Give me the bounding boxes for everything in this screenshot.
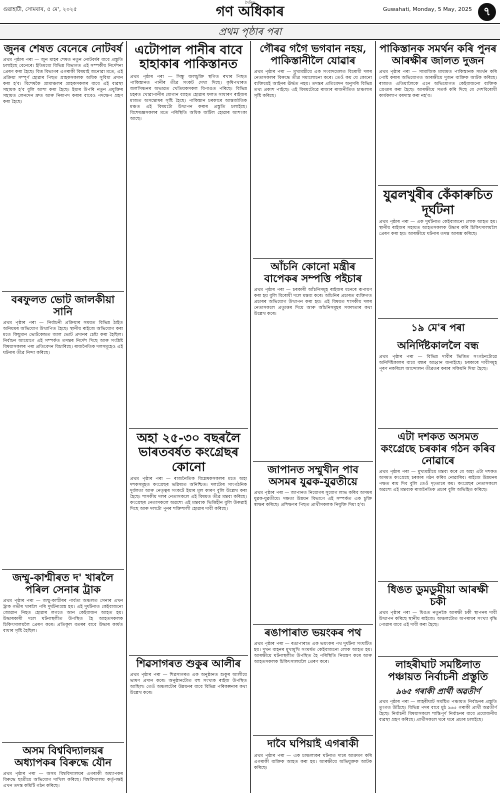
masthead: [0, 0, 500, 24]
logo-prefix: দৈনিক: [244, 0, 256, 5]
story-body: প্ৰথম পৃষ্ঠাৰ পৰা — নিৰ্বাচনী প্ৰক্ৰিয়াৰ সময়ত বিভিন্ন ঠাইত অনিয়মৰ অভিযোগ উত্থাপিত হৈছে। স্থানীয় ৰাইজে অভিযোগ কৰা মতে কিছুমান ভোটকেন্দ্ৰত জাল ভোট প্ৰদানৰ চেষ্টা কৰা হৈছিল। নিৰ্বাচন আয়োগে এই সম্পৰ্কত তদন্তৰ নিৰ্দেশ দিছে আৰু সংশ্লিষ্ট বিষয়াসকলৰ পৰা প্ৰতিবেদন বিচাৰিছে। ৰাজনৈতিক দলসমূহেও এই ঘটনাৰ তীব্ৰ নিন্দা কৰিছে।: [3, 321, 123, 357]
column-4: [376, 41, 500, 753]
news-story: [0, 745, 126, 802]
story-body: প্ৰথম পৃষ্ঠাৰ পৰা — ৰঙাপাৰাত এক ভয়ংকৰ পথ দুৰ্ঘটনা সংঘটিত হয়। দুখন বাহনৰ মুখামুখি সংঘৰ্ষত কেইবাজনো লোক আহত হয়। আৰক্ষীয়ে ঘটনাস্থলীত উপস্থিত হৈ পৰিস্থিতি নিয়ন্ত্ৰণ কৰে আৰু আহতসকলক চিকিৎসালয়লৈ প্ৰেৰণ কৰে।: [254, 642, 372, 666]
story-headline: জাপানত সম্মুখীন পাব অসমৰ যুৱক-যুৱতীয়ে: [267, 464, 359, 489]
column-3: [251, 41, 375, 777]
story-body: প্ৰথম পৃষ্ঠাৰ পৰা — সিন্ধু জলচুক্তি স্থগিত ৰখাৰ পিছত পাকিস্তানত পানীৰ তীব্ৰ সংকট দেখা দিছে। কৃষিপথাৰত জলসিঞ্চনৰ অভাৱত খেতিয়কসকল বিপাঙত পৰিছে। বিভিন্ন চহৰত খোৱাপানীৰ যোগান ব্যাহত হোৱাৰ ফলত সাধাৰণ ৰাইজৰ মাজত অসন্তোষৰ সৃষ্টি হৈছে। পাকিস্তান চৰকাৰে আন্তৰ্জাতিক মঞ্চত এই বিষয়টো উত্থাপন কৰাৰ প্ৰস্তুতি চলাইছে। বিশেষজ্ঞসকলৰ মতে পৰিস্থিতি অধিক জটিল হোৱাৰ আশংকা আছে।: [130, 74, 247, 122]
story-body: প্ৰথম পৃষ্ঠাৰ পৰা — এক চাঞ্চল্যকৰ ঘটনাত দাৰে আক্ৰমণ কৰি এগৰাকী ব্যক্তিক আহত কৰা হয়। আৰক্ষীয়ে অভিযুক্তক আটক কৰিছে।: [254, 753, 372, 771]
logo-title: গণ অধিকাৰ: [215, 4, 285, 20]
story-headline: আঁচনি কোনো মন্ত্ৰীৰ বাপেকৰ সম্পত্তি পইচাৰ: [264, 261, 362, 286]
story-body: প্ৰথম পৃষ্ঠাৰ পৰা — জুন মাহৰ শেষত নতুন নোটবৰ্ষৰ বাবে প্ৰস্তুতি চলাইছে বেনেৰে। ইতিমধ্যে বিভিন্ন বিভাগত এই সম্পৰ্কীয় নিৰ্দেশনা প্ৰেৰণ কৰা হৈছে। বিত্ত বিভাগৰ এগৰাকী বিষয়াই জনোৱা মতে, এই প্ৰক্ৰিয়া সম্পূৰ্ণ হোৱাৰ পিছত গ্ৰাহকসকলক অধিক সুবিধা প্ৰদান কৰা হ'ব। বিশেষকৈ গ্ৰামাঞ্চলৰ গ্ৰাহকসকলৰ বাবে এই ব্যৱস্থা সহায়ক হ'ব বুলি আশা কৰা হৈছে। ইয়াৰ উপৰি নতুন প্ৰযুক্তিৰ সহায়ত লেনদেন দ্ৰুত আৰু নিৰাপদ কৰাৰ বাবেও পদক্ষেপ গ্ৰহণ কৰা হৈছে।: [3, 58, 123, 106]
story-body: প্ৰথম পৃষ্ঠাৰ পৰা — সামাজিক মাধ্যমত পাকিস্তানক সমৰ্থন কৰি পোষ্ট কৰাৰ অভিযোগত আৰক্ষীয়ে দুজন ব্যক্তিক আটক কৰিছে। ৰাজ্যত এতিয়ালৈকে এনে অভিযোগত কেইবাজনো ব্যক্তিক গ্ৰেপ্তাৰ কৰা হৈছে। আৰক্ষীয়ে সতৰ্ক কৰি দিছে যে দেশবিৰোধী কাৰ্যকলাপ বৰদাস্ত কৰা নহ'ব।: [379, 70, 497, 100]
story-headline: লাহৰীঘাট সমষ্টিলাত পঞ্চায়ত নিৰ্বাচনী প্ৰস্তুতি: [387, 659, 489, 684]
news-story: [127, 43, 250, 425]
story-body: প্ৰথম পৃষ্ঠাৰ পৰা — বিভিন্ন দাবীৰ ভিত্তিত সংগঠনটোৱে অনিৰ্দিষ্টকালৰ বাবে বন্ধৰ আহ্বান জনাইছে। চৰকাৰে দাবীসমূহ পূৰণ নকৰিলে আন্দোলন তীব্ৰতৰ কৰাৰ সকিয়নি দিয়া হৈছে।: [379, 354, 497, 372]
column-2: [127, 41, 250, 796]
news-story: [127, 658, 250, 793]
story-headline: অসম বিশ্ববিদ্যালয়ৰ অধ্যাপকৰ বিৰুদ্ধে যৌন: [14, 745, 112, 770]
story-headline: যুৱলখুৰীৰ কেঁকাৰুচিত দূৰ্ঘটনা: [383, 187, 493, 217]
story-headline: শিৱসাগৰত শুকুৰ আলীৰ: [136, 657, 241, 670]
story-headline: পাকিস্তানক সমৰ্থন কৰি পুনৰ আৰক্ষীৰ জালত দুজন: [379, 43, 497, 68]
story-headline: গৌৰৱ গগৈ ভগবান নহয়, পাকিস্তানীলৈ যোৱাৰ: [259, 43, 367, 68]
story-body: প্ৰথম পৃষ্ঠাৰ পৰা — জম্মু-কাশ্মীৰৰ পাৰ্বত্য অঞ্চলত সেনাৰ এখন ট্ৰাক গভীৰ খাৰলৈ পৰি দুৰ্ঘটনাগ্ৰস্ত হয়। এই দুৰ্ঘটনাত কেইবাজনো জোৱান নিহত হোৱাৰ লগতে আন কেইবাজন আহত হয়। উদ্ধাৰকাৰী দলে ঘটনাস্থলীত উপস্থিত হৈ আহতসকলক চিকিৎসালয়লৈ প্ৰেৰণ কৰে। প্ৰতিকূল বতৰৰ বাবে উদ্ধাৰ কাৰ্যত বাধাৰ সৃষ্টি হৈছিল।: [3, 599, 123, 635]
story-body: প্ৰথম পৃষ্ঠাৰ পৰা — লাহৰীঘাট সমষ্টিত পঞ্চায়ত নিৰ্বাচনৰ প্ৰস্তুতি তুংগত উঠিছে। বিভিন্ন পদৰ বাবে মুঠ ৯৬৫ গৰাকী প্ৰাৰ্থী অৱতীৰ্ণ হৈছে। নিৰ্বাচনী বিষয়াসকলে শান্তিপূৰ্ণ নিৰ্বাচনৰ বাবে প্ৰয়োজনীয় ব্যৱস্থা গ্ৰহণ কৰিছে। প্ৰাৰ্থীসকলে ঘৰে ঘৰে প্ৰচাৰ চলাইছে।: [379, 700, 497, 724]
story-body: প্ৰথম পৃষ্ঠাৰ পৰা — এক দুৰ্ঘটনাত কেইবাজনো লোক আহত হয়। স্থানীয় ৰাইজৰ সহায়ত আহতসকলক উদ্ধাৰ কৰি চিকিৎসালয়লৈ প্ৰেৰণ কৰা হয়। আৰক্ষীয়ে ঘটনাৰ তদন্ত আৰম্ভ কৰিছে।: [379, 219, 497, 237]
news-story: [127, 431, 250, 652]
story-divider: [253, 461, 373, 462]
story-headline: অনিৰ্দিষ্টকাললৈ বন্ধ: [397, 339, 479, 352]
news-story: [0, 572, 126, 739]
story-body: প্ৰথম পৃষ্ঠাৰ পৰা — মুখ্যমন্ত্ৰীয়ে মন্তব্য কৰে যে অহা এটা দশকত অসমত কংগ্ৰেছে চৰকাৰ গঠন কৰিব নোৱাৰিব। ৰাইজে উন্নয়নৰ পক্ষত ৰায় দিব বুলি তেওঁ দৃঢ়তাৰে কয়। কংগ্ৰেছৰ নেতাসকলে অৱশ্যে এই মন্তব্যক ৰাজনৈতিক প্ৰচাৰ বুলি অভিহিত কৰিছে।: [379, 470, 497, 494]
story-headline: জম্মু-কাশ্মীৰত দ' খাৰলৈ পৰিল সেনাৰ ট্ৰাক: [12, 572, 114, 597]
news-story: [251, 627, 375, 732]
story-divider: [253, 735, 373, 736]
news-story: [376, 431, 500, 578]
story-divider: [378, 428, 498, 429]
story-headline: বৰফুলত ভোট জালকীয়া সানি: [11, 294, 115, 319]
story-body: প্ৰথম পৃষ্ঠাৰ পৰা — ৰাজনৈতিক বিশ্লেষকসকলৰ মতে অহা দশকসমূহত কংগ্ৰেছৰ ভৱিষ্যত অনিশ্চিত। দলটোৰ সাংগঠনিক দুৰ্বলতা আৰু নেতৃত্বৰ সংকটে ইয়াৰ মূল কাৰণ বুলি উল্লেখ কৰা হৈছে। শাসকীয় দলৰ নেতাসকলে এই বিষয়ত তীব্ৰ মন্তব্য কৰিছে। কংগ্ৰেছৰ নেতাসকলে অৱশ্যে এই মন্তব্যক ভিত্তিহীন বুলি উৰুৱাই দিছে আৰু দলটো পুনৰ শক্তিশালী হোৱাৰ দাবী কৰিছে।: [130, 476, 247, 512]
news-story: [376, 584, 500, 653]
story-body: প্ৰথম পৃষ্ঠাৰ পৰা — শিৱসাগৰত এক অনুষ্ঠানত শুকুৰ আলীয়ে ভাষণ প্ৰদান কৰে। অনুষ্ঠানটোত বহু সংখ্যক ৰাইজ উপস্থিত আছিল। তেওঁ অঞ্চলটোৰ উন্নয়নৰ বাবে বিভিন্ন পৰিকল্পনাৰ কথা উল্লেখ কৰে।: [130, 672, 247, 696]
story-headline: ধিঙত ডুমডুমীয়া আৰক্ষী চকী: [387, 584, 489, 609]
story-body: প্ৰথম পৃষ্ঠাৰ পৰা — মুখ্যমন্ত্ৰীয়ে এক সংবাদমেলত বিৰোধী দলৰ নেতাসকলৰ বিৰুদ্ধে তীব্ৰ সমালোচনা কৰে। তেওঁ কয় যে কোনো ব্যক্তিয়েই আইনৰ ঊৰ্দ্ধত নহয়। তদন্তৰ প্ৰতিবেদন অনুসৰি বিভিন্ন তথ্য প্ৰকাশ পাইছে। এই বিষয়টোৱে ৰাজ্যৰ ৰাজনীতিত চাঞ্চল্যৰ সৃষ্টি কৰিছে।: [254, 70, 372, 100]
newspaper-logo: [195, 1, 305, 21]
news-story: [251, 738, 375, 773]
story-divider: [253, 258, 373, 259]
news-story: [0, 43, 126, 288]
story-body: প্ৰথম পৃষ্ঠাৰ পৰা — জাপানত নিয়োগৰ সুযোগ লাভ কৰিব অসমৰ যুৱক-যুৱতীয়ে। দক্ষতা উন্নয়ন বিভাগে এই সম্পৰ্কত এক চুক্তি স্বাক্ষৰ কৰিছে। প্ৰশিক্ষণৰ পিছত প্ৰাৰ্থীসকলক নিযুক্তি দিয়া হ'ব।: [254, 491, 372, 509]
news-story: [0, 294, 126, 566]
story-divider: [2, 291, 124, 292]
news-story: [251, 261, 375, 458]
story-divider: [378, 581, 498, 582]
story-headline: ৰঙাপাৰাত ভয়ংকৰ পথ: [264, 627, 362, 640]
story-subhead: ৯৬৫ গৰাকী প্ৰাৰ্থী অৱতীৰ্ণ: [395, 686, 481, 697]
masthead-date-assamese: গুৱাহাটী, সোমবাৰ, ৫ মে', ২০২৫: [3, 7, 77, 13]
section-banner: প্ৰথম পৃষ্ঠাৰ পৰা: [0, 25, 500, 40]
story-divider: [2, 569, 124, 570]
news-story: [376, 659, 500, 750]
story-body: প্ৰথম পৃষ্ঠাৰ পৰা — চৰকাৰী আঁচনিসমূহ ৰাইজৰ ধনেৰে ৰূপায়ণ কৰা হয় বুলি বিৰোধী দলে মন্তব্য কৰে। আঁচনিৰ প্ৰচাৰত ব্যক্তিগত প্ৰচাৰৰ অভিযোগ উত্থাপন কৰা হয়। এই বিষয়ত শাসকীয় দলৰ নেতাসকলে প্ৰত্যুত্তৰ দিয়ে আৰু আঁচনিসমূহৰ সফলতাৰ কথা উল্লেখ কৰে।: [254, 288, 372, 318]
story-headline: দাবৈ ঘপিয়াই এগৰাকী: [267, 738, 359, 751]
story-kicker: ১৯ মে'ৰ পৰা: [411, 322, 465, 334]
page-number-badge: ৭: [478, 3, 496, 21]
news-story: [376, 321, 500, 425]
story-body: প্ৰথম পৃষ্ঠাৰ পৰা — অসম বিশ্ববিদ্যালয়ৰ এগৰাকী অধ্যাপকৰ বিৰুদ্ধে ছাত্ৰীয়ে অভিযোগ দাখিল কৰিছে। বিশ্ববিদ্যালয় কৰ্তৃপক্ষই এখন তদন্ত কমিটি গঠন কৰিছে।: [3, 772, 123, 790]
news-story: [376, 43, 500, 182]
news-story: [376, 188, 500, 315]
story-divider: [378, 656, 498, 657]
story-headline: জুনৰ শেষত বেনেৰে নোটবৰ্ষ: [3, 43, 123, 55]
story-headline: এটা দশকত অসমত কংগ্ৰেছে চৰকাৰ গঠন কৰিব নোৱাৰে: [380, 430, 496, 468]
story-divider: [378, 185, 498, 186]
column-1: [0, 41, 126, 805]
story-divider: [129, 655, 248, 656]
story-divider: [378, 318, 498, 319]
story-body: প্ৰথম পৃষ্ঠাৰ পৰা — ধিঙত নতুনকৈ আৰক্ষী চকী স্থাপনৰ দাবী উত্থাপন কৰিছে স্থানীয় ৰাইজে। অঞ্চলটোত অপৰাধৰ সংখ্যা বৃদ্ধি পোৱাৰ বাবে এই দাবী কৰা হৈছে।: [379, 611, 497, 629]
story-divider: [129, 428, 248, 429]
masthead-date-english: Guwahati, Monday, 5 May, 2025: [383, 7, 472, 13]
news-story: [251, 464, 375, 621]
story-divider: [2, 742, 124, 743]
story-headline: এটোপাল পানীৰ বাবে হাহাকাৰ পাকিস্তানত: [134, 42, 243, 72]
news-story: [251, 43, 375, 255]
story-divider: [253, 624, 373, 625]
story-headline: অহা ২৫-৩০ বছৰলৈ ভাৰতবৰ্ষত কংগ্ৰেছৰ কোনো: [136, 429, 241, 474]
